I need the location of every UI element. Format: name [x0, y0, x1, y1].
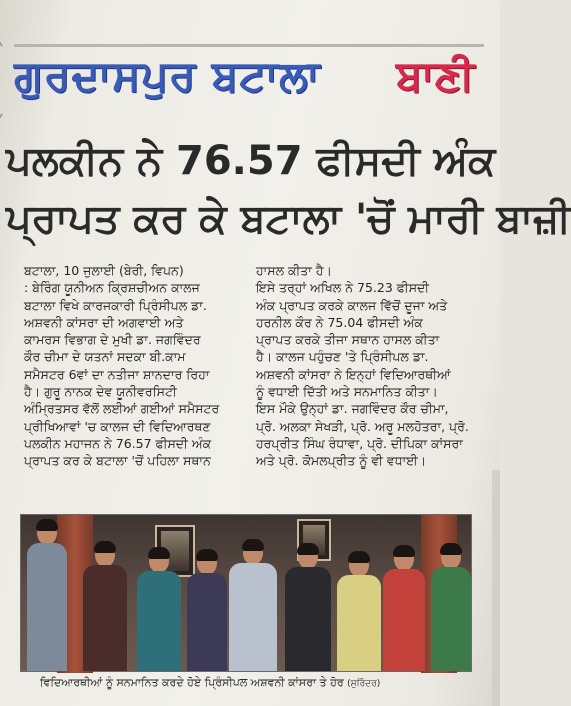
- photo-person: [285, 545, 331, 671]
- news-photo: [20, 514, 472, 672]
- photo-person: [383, 547, 425, 671]
- page-fold-shadow: [0, 40, 8, 120]
- masthead-section: ਬਾਣੀ: [396, 51, 475, 100]
- photo-credit: (ਸੁਰਿੰਦਰ): [347, 679, 381, 689]
- photo-caption-text: ਵਿਦਿਆਰਥੀਆਂ ਨੂੰ ਸਨਮਾਨਿਤ ਕਰਦੇ ਹੋਏ ਪ੍ਰਿੰਸੀਪਲ ਅਸ਼ਵਨੀ ਕਾਂਸਰਾ ਤੇ ਹੋਰ: [40, 676, 344, 689]
- article-column-left: ਬਟਾਲਾ, 10 ਜੁਲਾਈ (ਬੇਰੀ, ਵਿਪਨ) : ਬੇਰਿੰਗ ਯੂਨੀਅਨ ਕ੍ਰਿਸ਼ਚੀਅਨ ਕਾਲਜ ਬਟਾਲਾ ਵਿਖੇ ਕਾਰਜਕਾਰੀ ਪ੍ਰਿੰਸੀਪਲ ਡਾ. ਅਸ਼ਵਨੀ ਕਾਂਸਰਾ ਦੀ ਅਗਵਾਈ ਅਤੇ ਕਾਮਰਸ ਵਿਭਾਗ ਦੇ ਮੁਖੀ ਡਾ. ਜਗਵਿੰਦਰ ਕੌਰ ਚੀਮਾ ਦੇ ਯਤਨਾਂ ਸਦਕਾ ਬੀ.ਕਾਮ ਸਮੈਸਟਰ 6ਵਾਂ ਦਾ ਨਤੀਜਾ ਸ਼ਾਨਦਾਰ ਰਿਹਾ ਹੈ। ਗੁਰੂ ਨਾਨਕ ਦੇਵ ਯੂਨੀਵਰਸਿਟੀ ਅੰਮ੍ਰਿਤਸਰ ਵੱਲੋਂ ਲਈਆਂ ਗਈਆਂ ਸਮੈਸਟਰ ਪ੍ਰੀਖਿਆਵਾਂ 'ਚ ਕਾਲਜ ਦੀ ਵਿਦਿਆਰਥਣ ਪਲਕੀਨ ਮਹਾਜਨ ਨੇ 76.57 ਫੀਸਦੀ ਅੰਕ ਪ੍ਰਾਪਤ ਕਰ ਕੇ ਬਟਾਲਾ 'ਚੋਂ ਪਹਿਲਾ ਸਥਾਨ: [24, 263, 220, 469]
- masthead-title: ਗੁਰਦਾਸਪੁਰ ਬਟਾਲਾ: [14, 51, 321, 100]
- photo-person: [229, 541, 277, 671]
- photo-person: [137, 549, 181, 671]
- photo-person: [187, 551, 227, 671]
- headline-line-2: ਪ੍ਰਾਪਤ ਕਰ ਕੇ ਬਟਾਲਾ 'ਚੋਂ ਮਾਰੀ ਬਾਜ਼ੀ: [6, 196, 571, 242]
- photo-person: [27, 521, 67, 671]
- photo-person: [337, 553, 381, 671]
- adjacent-page-edge: [492, 470, 500, 706]
- photo-caption: [40, 676, 480, 690]
- photo-person: [83, 543, 127, 671]
- masthead: [14, 44, 484, 106]
- article-column-right: ਹਾਸਲ ਕੀਤਾ ਹੈ। ਇਸੇ ਤਰ੍ਹਾਂ ਅਖਿਲ ਨੇ 75.23 ਫੀਸਦੀ ਅੰਕ ਪ੍ਰਾਪਤ ਕਰਕੇ ਕਾਲਜ ਵਿੱਚੋਂ ਦੂਜਾ ਅਤੇ ਹਰਨੀਲ ਕੌਰ ਨੇ 75.04 ਫੀਸਦੀ ਅੰਕ ਪ੍ਰਾਪਤ ਕਰਕੇ ਤੀਜਾ ਸਥਾਨ ਹਾਸਲ ਕੀਤਾ ਹੈ। ਕਾਲਜ ਪਹੁੰਚਣ 'ਤੇ ਪ੍ਰਿੰਸੀਪਲ ਡਾ. ਅਸ਼ਵਨੀ ਕਾਂਸਰਾ ਨੇ ਇਨ੍ਹਾਂ ਵਿਦਿਆਰਥੀਆਂ ਨੂੰ ਵਧਾਈ ਦਿੱਤੀ ਅਤੇ ਸਨਮਾਨਿਤ ਕੀਤਾ। ਇਸ ਮੌਕੇ ਉਨ੍ਹਾਂ ਡਾ. ਜਗਵਿੰਦਰ ਕੌਰ ਚੀਮਾ, ਪ੍ਰੋ. ਅਲਕਾ ਸੇਖੜੀ, ਪ੍ਰੋ. ਅਰੂ ਮਲਹੋਤਰਾ, ਪ੍ਰੋ. ਹਰਪ੍ਰੀਤ ਸਿੰਘ ਰੰਧਾਵਾ, ਪ੍ਰੋ. ਦੀਪਿਕਾ ਕਾਂਸਰਾ ਅਤੇ ਪ੍ਰੋ. ਕੋਮਲਪ੍ਰੀਤ ਨੂੰ ਵੀ ਵਧਾਈ।: [256, 263, 469, 469]
- photo-person: [431, 545, 471, 671]
- headline-line-1: ਪਲਕੀਨ ਨੇ 76.57 ਫੀਸਦੀ ਅੰਕ: [6, 138, 496, 184]
